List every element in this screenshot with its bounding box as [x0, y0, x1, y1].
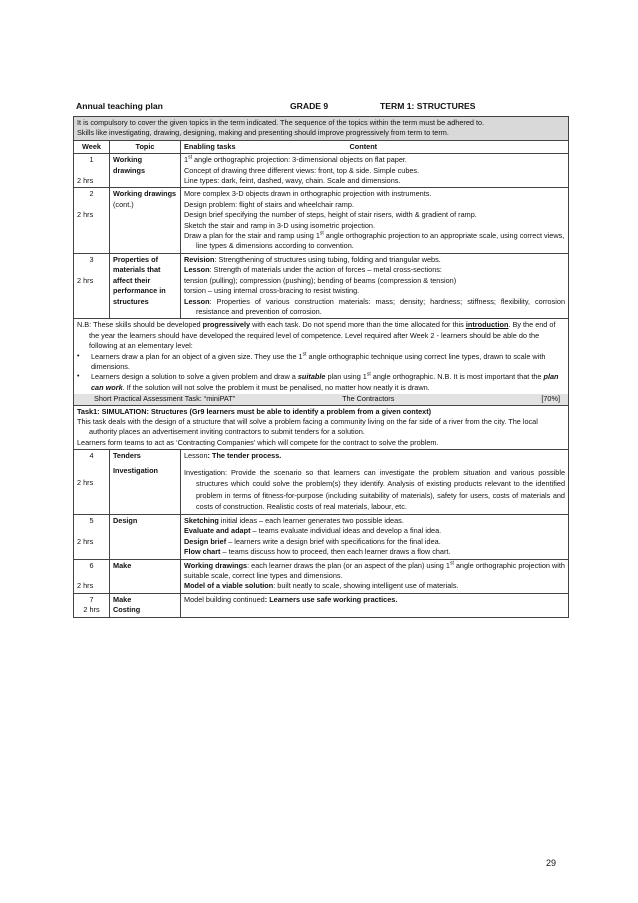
minipat-weight: [70%]: [541, 394, 560, 404]
topic-cell: [110, 559, 181, 593]
topic-cell: [110, 188, 181, 253]
topic-line: Tenders: [113, 451, 141, 461]
week-number: 4: [89, 451, 94, 461]
topic-line: Working drawings: [113, 189, 177, 199]
column-header-row: [74, 140, 569, 153]
nb-bullet: • Learners draw a plan for an object of a given size. They use the 1st angle orthographic technique using correct line types, drawn to scale with dimensions.: [77, 351, 546, 371]
content-line: Evaluate and adapt – teams evaluate individual ideas and develop a final idea.: [184, 526, 442, 536]
topic-line: Design: [113, 515, 138, 525]
intro-skills: Skills like investigating, drawing, designing, making and presenting should improve progressively from term to term.: [77, 128, 449, 138]
task1-description: This task deals with the design of a structure that will solve a problem facing a community living on the far side of a river from the city. The local authority places an advertisement inviting contractors to submit tenders for a solution.: [77, 416, 538, 437]
week-row: [74, 188, 569, 253]
week-row: [74, 154, 569, 188]
topic-line: Make: [113, 594, 132, 604]
week-cell: [74, 593, 110, 617]
content-line: Line types: dark, feint, dashed, wavy, chain. Scale and dimensions.: [184, 176, 401, 186]
week-cell: [74, 188, 110, 253]
week-number: 6: [89, 560, 94, 570]
topic-cell: [110, 253, 181, 318]
week-number: 7: [89, 594, 94, 604]
topic-line: Investigation: [113, 465, 159, 475]
minipat-label: Short Practical Assessment Task: “miniPAT”: [94, 394, 236, 404]
col-enabling: [181, 140, 569, 153]
topic-cell: [110, 593, 181, 617]
content-line: Design problem: flight of stairs and wheelchair ramp.: [184, 199, 354, 209]
page-number: 29: [546, 858, 557, 868]
week-hours: 2 hrs: [77, 477, 94, 487]
week-row: [74, 253, 569, 318]
task1-title: Task1: SIMULATION: Structures (Gr9 learners must be able to identify a problem from a given context): [77, 406, 432, 416]
week-hours: 2 hrs: [77, 210, 94, 220]
plan-title: Annual teaching plan: [76, 101, 163, 111]
content-line: Design brief specifying the number of steps, height of stair risers, width & gradient of ramp.: [184, 210, 477, 220]
week-cell: [74, 450, 110, 515]
week-hours: 2 hrs: [83, 605, 100, 615]
week-cell: [74, 559, 110, 593]
content-line: Model building continued: Learners use safe working practices.: [184, 594, 398, 604]
topic-line: Make: [113, 560, 132, 570]
topic-line: performance in: [113, 286, 166, 296]
week-cell: [74, 154, 110, 188]
week-hours: 2 hrs: [77, 536, 94, 546]
content-line: Model of a viable solution: built neatly to scale, showing intelligent use of materials.: [184, 581, 459, 591]
week-number: 1: [89, 155, 94, 165]
content-line: Sketching initial ideas – each learner generates two possible ideas.: [184, 515, 404, 525]
content-line: Flow chart – teams discuss how to proceed, then each learner draws a flow chart.: [184, 547, 451, 557]
topic-line: Properties of: [113, 254, 159, 264]
content-line: Sketch the stair and ramp in 3-D using isometric projection.: [184, 220, 376, 230]
content-cell: [181, 450, 569, 515]
col-content-label: Content: [349, 141, 378, 151]
page-header: [76, 101, 566, 113]
teaching-plan-table: [73, 116, 569, 618]
content-line: Working drawings: each learner draws the plan (or an aspect of the plan) using 1st angle orthographic projection with suitable scale, correct line types and dimensions.: [184, 560, 565, 580]
week-row: [74, 593, 569, 617]
content-line: Lesson: The tender process.: [184, 451, 282, 461]
content-cell: [181, 253, 569, 318]
week-number: 5: [89, 515, 94, 525]
content-line: torsion – using internal cross-bracing to resist twisting.: [184, 286, 360, 296]
content-cell: [181, 559, 569, 593]
intro-row: [74, 117, 569, 141]
nb-text: N.B: These skills should be developed progressively with each task. Do not spend more than the time allocated for this introduction. By the end of the year the learners should have developed the required level of competence. Level required after Week 2 - learners should be able do the following at an elementary level:: [77, 320, 556, 351]
week-number: 2: [89, 189, 94, 199]
task1-teams: Learners form teams to act as ‘Contracting Companies’ which will compete for the contract to solve the problem.: [77, 437, 439, 447]
week-cell: [74, 253, 110, 318]
col-week: Week: [74, 140, 110, 153]
content-line: tension (pulling); compression (pushing); bending of beams (compression & tension): [184, 275, 457, 285]
term-label: TERM 1: STRUCTURES: [380, 101, 476, 111]
content-line: 1st angle orthographic projection: 3-dimensional objects on flat paper.: [184, 154, 407, 165]
minipat-name: The Contractors: [342, 394, 395, 404]
grade-label: GRADE 9: [290, 101, 329, 111]
col-enabling-label: Enabling tasks: [184, 141, 236, 151]
intro-compulsory: It is compulsory to cover the given topics in the term indicated. The sequence of the topics within the term must be adhered to.: [77, 118, 485, 127]
content-cell: [181, 188, 569, 253]
week-row: [74, 559, 569, 593]
week-hours: 2 hrs: [77, 275, 94, 285]
content-cell: [181, 154, 569, 188]
topic-line: Costing: [113, 605, 141, 615]
week-hours: 2 hrs: [77, 176, 94, 186]
topic-line: materials that: [113, 265, 161, 275]
task1-row: [74, 405, 569, 450]
bullet-icon: •: [77, 352, 80, 360]
content-line: Design brief – learners write a design brief with specifications for the final idea.: [184, 536, 441, 546]
week-row: [74, 514, 569, 559]
topic-suffix: (cont.): [113, 199, 134, 209]
week-number: 3: [89, 254, 94, 264]
topic-cell: [110, 154, 181, 188]
week-row: [74, 450, 569, 515]
content-line: Draw a plan for the stair and ramp using 1st angle orthographic projection to an appropriate scale, using correct views, line types & dimensions according to convention.: [184, 230, 565, 251]
content-line: More complex 3-D objects drawn in orthographic projection with instruments.: [184, 189, 432, 199]
topic-line: affect their: [113, 275, 151, 285]
content-line: Lesson: Strength of materials under the action of forces – metal cross-sections:: [184, 265, 442, 275]
content-line: Investigation: Provide the scenario so that learners can investigate the problem situation and various possible structures which could solve the problem(s) they identify. Analysis of existing products relevant to the identified problem in terms of fitness-for-purpose (including suitability of materials), safety for users, costs of materials and costs of construction. Realistic costs of real materials, labour, etc.: [184, 467, 565, 512]
week-cell: [74, 514, 110, 559]
topic-line: Working: [113, 155, 143, 165]
nb-bullet: • Learners design a solution to solve a given problem and draw a suitable plan using 1st angle orthographic. N.B. It is most important that the plan can work. If the solution will not solve the problem it must be penalised, no matter how neatly it is drawn.: [77, 371, 559, 392]
nb-row: [74, 319, 569, 405]
col-topic: Topic: [110, 140, 181, 153]
content-line: Revision: Strengthening of structures using tubing, folding and triangular webs.: [184, 254, 441, 264]
content-cell: [181, 593, 569, 617]
content-cell: [181, 514, 569, 559]
content-line: Lesson: Properties of various construction materials: mass; density; hardness; stiffness; flexibility, corrosion resistance and prevention of corrosion.: [184, 296, 565, 316]
week-hours: 2 hrs: [77, 581, 94, 591]
topic-cell: [110, 450, 181, 515]
content-line: Concept of drawing three different views: front, top & side. Simple cubes.: [184, 165, 420, 175]
topic-line: structures: [113, 296, 149, 306]
minipat-bar: [74, 394, 568, 404]
topic-line: drawings: [113, 165, 146, 175]
topic-cell: [110, 514, 181, 559]
bullet-icon: •: [77, 373, 80, 381]
